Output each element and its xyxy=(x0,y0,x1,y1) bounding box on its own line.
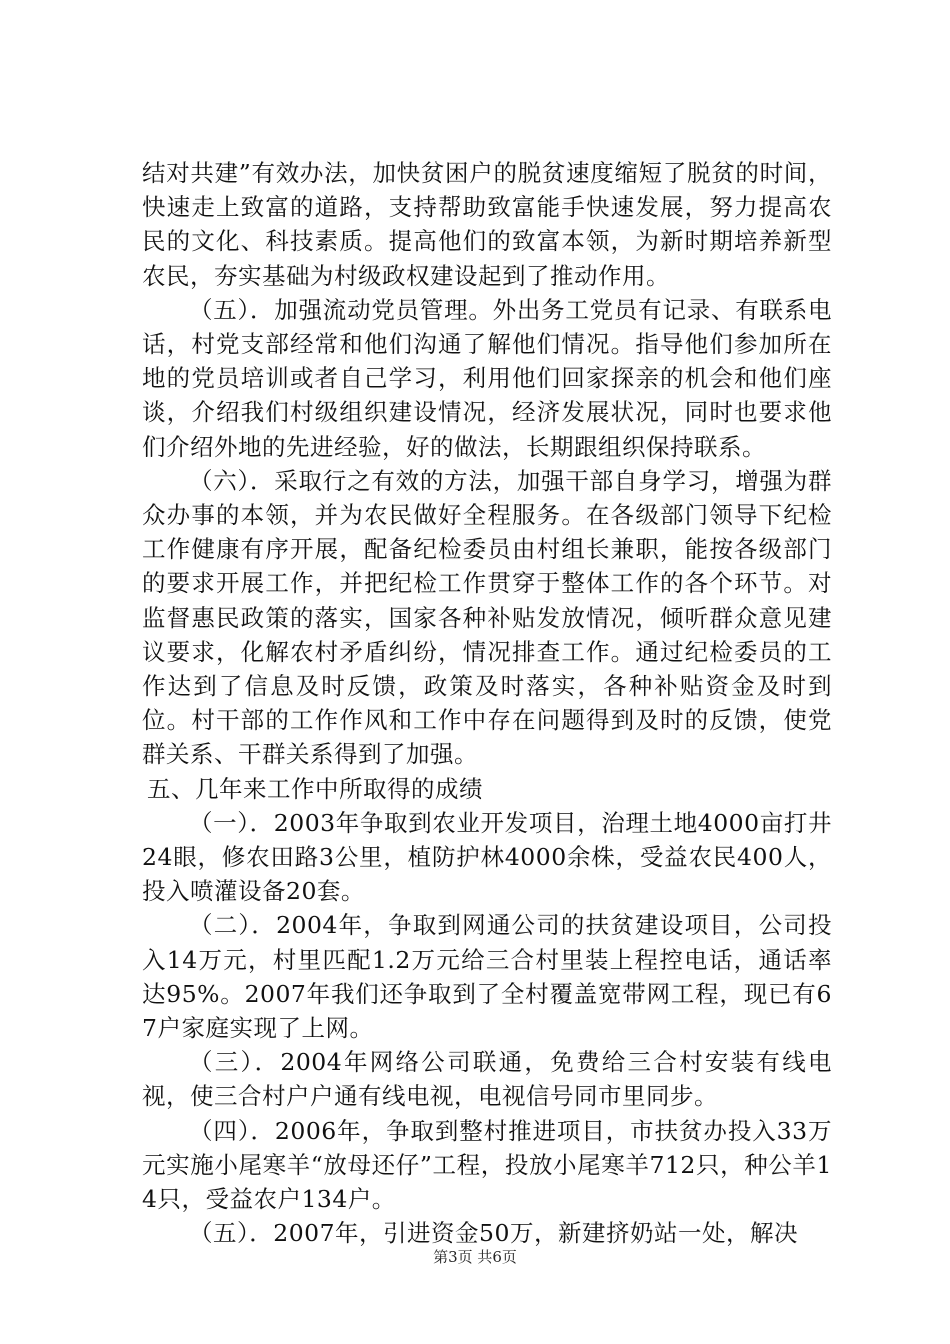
document-body xyxy=(142,156,832,1251)
page-footer xyxy=(0,1247,950,1267)
paragraph-achievement-5: （五）．2007年，引进资金50万，新建挤奶站一处，解决 xyxy=(189,1219,798,1248)
page-number-label: 第3页 共6页 xyxy=(433,1248,517,1266)
paragraph-item-5-party-members: （五）．加强流动党员管理。外出务工党员有记录、有联系电话，村党支部经常和他们沟通了解他们情况。指导他们参加所在地的党员培训或者自己学习，利用他们回家探亲的机会和他们座谈，介绍我们村级组织建设情况，经济发展状况，同时也要求他们介绍外地的先进经验，好的做法，长期跟组织保持联系。 xyxy=(142,295,832,461)
paragraph-achievement-2: （二）．2004年，争取到网通公司的扶贫建设项目，公司投入14万元，村里匹配1.2万元给三合村里装上程控电话，通话率达95%。2007年我们还争取到了全村覆盖宽带网工程，现已有67户家庭实现了上网。 xyxy=(142,911,832,1043)
paragraph-item-6-cadre-learning: （六）．采取行之有效的方法，加强干部自身学习，增强为群众办事的本领，并为农民做好全程服务。在各级部门领导下纪检工作健康有序开展，配备纪检委员由村组长兼职，能按各级部门的要求开展工作，并把纪检工作贯穿于整体工作的各个环节。对监督惠民政策的落实，国家各种补贴发放情况，倾听群众意见建议要求，化解农村矛盾纠纷，情况排查工作。通过纪检委员的工作达到了信息及时反馈，政策及时落实，各种补贴资金及时到位。村干部的工作作风和工作中存在问题得到及时的反馈，使党群关系、干群关系得到了加强。 xyxy=(142,466,832,769)
paragraph-achievement-4: （四）．2006年，争取到整村推进项目，市扶贫办投入33万元实施小尾寒羊“放母还仔”工程，投放小尾寒羊712只，种公羊14只，受益农户134户。 xyxy=(142,1116,832,1214)
paragraph-achievement-3: （三）．2004年网络公司联通，免费给三合村安装有线电视，使三合村户户通有线电视，电视信号同市里同步。 xyxy=(142,1048,832,1111)
section-heading-achievements: 五、几年来工作中所取得的成绩 xyxy=(147,774,483,803)
paragraph-continuation: 结对共建”有效办法，加快贫困户的脱贫速度缩短了脱贫的时间，快速走上致富的道路，支持帮助致富能手快速发展，努力提高农民的文化、科技素质。提高他们的致富本领，为新时期培养新型农民，夯实基础为村级政权建设起到了推动作用。 xyxy=(142,159,832,290)
paragraph-achievement-1: （一）．2003年争取到农业开发项目，治理土地4000亩打井24眼，修农田路3公里，植防护林4000余株，受益农民400人，投入喷灌设备20套。 xyxy=(142,808,832,906)
